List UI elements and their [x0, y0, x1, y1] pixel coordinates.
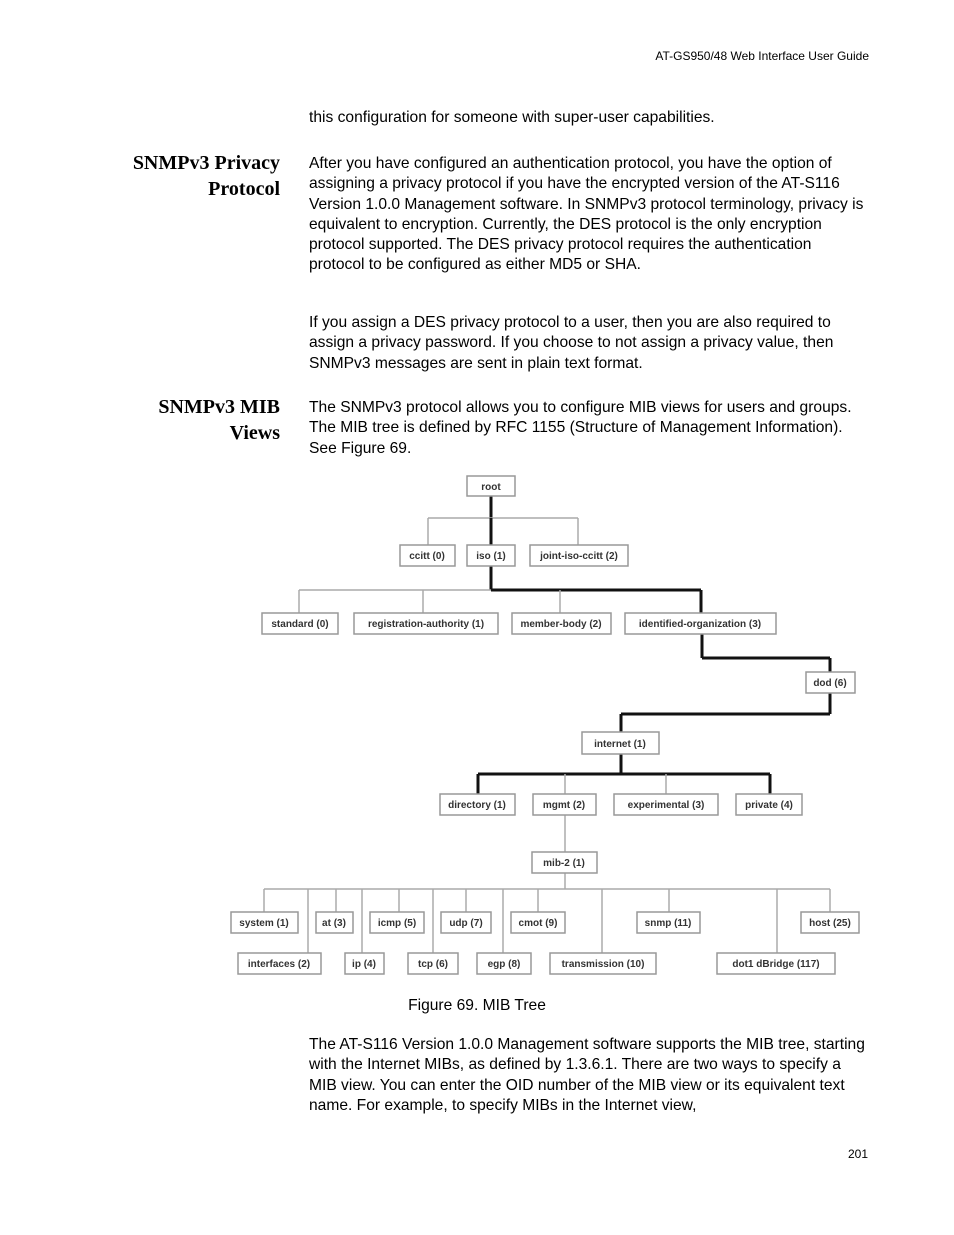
node-label: transmission (10)	[561, 959, 645, 970]
node-mgmt	[533, 794, 596, 815]
node-label: icmp (5)	[377, 918, 417, 929]
node-label: iso (1)	[476, 551, 506, 562]
node-label: tcp (6)	[418, 959, 448, 970]
node-label: host (25)	[809, 918, 851, 929]
node-standard	[262, 613, 338, 634]
node-udp	[441, 912, 491, 933]
node-label: dot1 dBridge (117)	[732, 959, 820, 970]
node-interfaces	[238, 953, 321, 974]
intro-paragraph: this configuration for someone with super-user capabilities.	[309, 109, 715, 126]
node-dod	[806, 672, 855, 693]
node-experimental	[614, 794, 718, 815]
node-label: cmot (9)	[518, 918, 558, 929]
node-ccitt	[400, 545, 455, 566]
privacy-paragraph-1: After you have configured an authentication protocol, you have the option of assigning a privacy protocol if you have the encrypted version of the AT-S116 Version 1.0.0 Management software. In SNMPv3 protocol terminology, privacy is equivalent to encryption. Currently, the DES protocol is the only encryption protocol supported. The DES privacy protocol requires the authentication protocol to be configured as either MD5 or SHA.	[309, 155, 864, 274]
running-header: AT-GS950/48 Web Interface User Guide	[655, 49, 869, 63]
node-root	[467, 476, 515, 496]
section-heading-privacy	[80, 150, 280, 202]
node-label: interfaces (2)	[247, 959, 311, 970]
node-icmp	[370, 912, 424, 933]
node-label: directory (1)	[448, 800, 506, 811]
mib-views-paragraph: The SNMPv3 protocol allows you to configure MIB views for users and groups. The MIB tree is defined by RFC 1155 (Structure of Management Information). See Figure 69.	[309, 399, 852, 457]
section-heading-line: Views	[229, 422, 280, 444]
node-label: experimental (3)	[627, 800, 705, 811]
node-ip	[345, 953, 384, 974]
node-system	[231, 912, 298, 933]
node-tcp	[408, 953, 458, 974]
node-label: standard (0)	[271, 619, 329, 630]
node-label: mgmt (2)	[542, 800, 586, 811]
section-heading-line: SNMPv3 Privacy	[132, 152, 280, 174]
node-label: member-body (2)	[520, 619, 602, 630]
node-transmission	[550, 953, 656, 974]
node-directory	[440, 794, 515, 815]
node-egp	[477, 953, 531, 974]
node-label: private (4)	[745, 800, 793, 811]
node-label: registration-authority (1)	[367, 619, 485, 630]
section-heading-mib-views	[80, 394, 280, 446]
node-label: system (1)	[239, 918, 289, 929]
node-iso	[467, 545, 515, 566]
node-internet	[582, 732, 659, 754]
node-label: root	[481, 482, 501, 493]
closing-paragraph: The AT-S116 Version 1.0.0 Management software supports the MIB tree, starting with the Internet MIBs, as defined by 1.3.6.1. There are two ways to specify a MIB view. You can enter the OID number of the MIB view or its equivalent text name. For example, to specify MIBs in the Internet view,	[309, 1036, 865, 1114]
node-cmot	[511, 912, 565, 933]
node-member-body	[512, 613, 611, 634]
node-snmp	[637, 912, 700, 933]
node-private	[736, 794, 802, 815]
node-label: ccitt (0)	[409, 551, 445, 562]
node-label: internet (1)	[594, 739, 646, 750]
node-label: mib-2 (1)	[543, 858, 585, 869]
node-label: snmp (11)	[644, 918, 692, 929]
mib-tree-diagram	[228, 472, 868, 982]
node-label: ip (4)	[352, 959, 376, 970]
node-identified-organization	[625, 613, 776, 634]
node-host	[801, 912, 859, 933]
node-label: at (3)	[322, 918, 346, 929]
node-label: dod (6)	[813, 678, 847, 689]
mib-tree-figure	[228, 472, 868, 982]
node-joint-iso-ccitt	[530, 545, 628, 566]
section-heading-line: Protocol	[208, 178, 280, 200]
node-label: udp (7)	[449, 918, 483, 929]
node-at	[316, 912, 353, 933]
page-number: 201	[847, 1147, 868, 1161]
figure-caption: Figure 69. MIB Tree	[408, 997, 546, 1014]
section-heading-line: SNMPv3 MIB	[158, 396, 280, 418]
node-dot1-dbridge	[717, 953, 835, 974]
node-mib-2	[532, 852, 597, 873]
node-label: identified-organization (3)	[638, 619, 762, 630]
node-label: joint-iso-ccitt (2)	[540, 551, 618, 562]
node-label: egp (8)	[487, 959, 521, 970]
node-registration-authority	[354, 613, 498, 634]
privacy-paragraph-2: If you assign a DES privacy protocol to a user, then you are also required to assign a privacy password. If you choose to not assign a privacy value, then SNMPv3 messages are sent in plain text format.	[309, 314, 834, 372]
